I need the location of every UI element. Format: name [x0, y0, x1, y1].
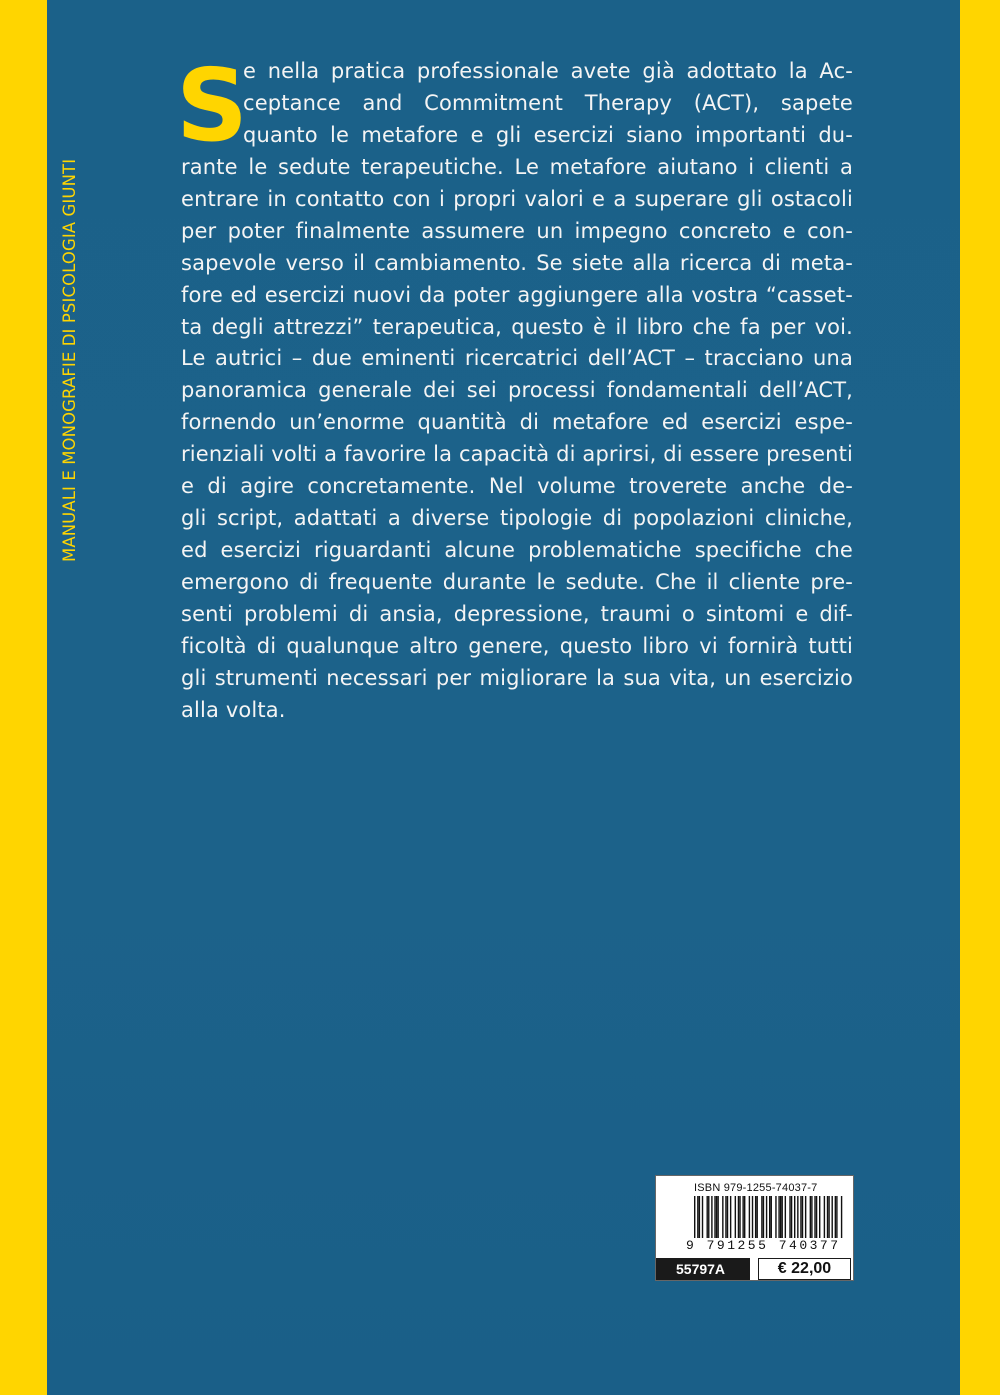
blurb-line: sapevole verso il cambiamento. Se siete alla ricerca di meta- — [181, 250, 853, 275]
blurb-line: ficoltà di qualunque altro genere, questo libro vi fornirà tutti — [181, 633, 853, 658]
blurb-line: emergono di frequente durante le sedute. Che il cliente pre- — [181, 570, 853, 594]
series-title: MANUALI E MONOGRAFIE DI PSICOLOGIA GIUNTI — [60, 158, 79, 562]
blurb-line: alla volta. — [181, 697, 286, 722]
blurb-line: ed esercizi riguardanti alcune problematiche specifiche che — [181, 538, 853, 563]
barcode-icon — [694, 1196, 844, 1238]
blurb-line: rante le sedute terapeutiche. Le metafore aiutano i clienti a — [181, 154, 853, 179]
blurb-text — [181, 56, 853, 727]
blurb-line: per poter finalmente assumere un impegno concreto e con- — [181, 218, 853, 243]
blurb-line: fornendo un’enorme quantità di metafore ed esercizi espe- — [181, 410, 853, 435]
blurb-line: senti problemi di ansia, depressione, traumi o sintomi e dif- — [181, 601, 853, 626]
isbn-label: ISBN 979-1255-74037-7 — [694, 1182, 818, 1194]
blurb-line: gli script, adattati a diverse tipologie di popolazioni cliniche, — [181, 506, 853, 531]
drop-cap: S — [176, 47, 249, 164]
blurb-line: quanto le metafore e gli esercizi siano importanti du- — [243, 122, 853, 147]
barcode-digits: 9 791255 740377 — [686, 1238, 841, 1253]
blurb-line: ta degli attrezzi” terapeutica, questo è il libro che fa per voi. — [181, 314, 853, 339]
blurb-line: e di agire concretamente. Nel volume troverete anche de- — [181, 474, 853, 499]
blurb-line: rienziali volti a favorire la capacità di aprirsi, di essere presenti — [181, 442, 853, 467]
blurb-line: entrare in contatto con i propri valori e a superare gli ostacoli — [181, 186, 853, 211]
blurb-line: gli strumenti necessari per migliorare la sua vita, un esercizio — [181, 665, 853, 690]
blurb-line: Le autrici – due eminenti ricercatrici dell’ACT – tracciano una — [181, 346, 853, 371]
blurb-line: e nella pratica professionale avete già adottato la Ac- — [243, 59, 853, 83]
blurb-line: ceptance and Commitment Therapy (ACT), sapete — [243, 90, 853, 115]
barcode-sticker — [655, 1175, 854, 1281]
blurb-line: panoramica generale dei sei processi fondamentali dell’ACT, — [181, 378, 853, 403]
price-tag: € 22,00 — [758, 1258, 851, 1280]
blurb-line: fore ed esercizi nuovi da poter aggiungere alla vostra “casset- — [181, 282, 853, 307]
product-code: 55797A — [656, 1258, 750, 1280]
